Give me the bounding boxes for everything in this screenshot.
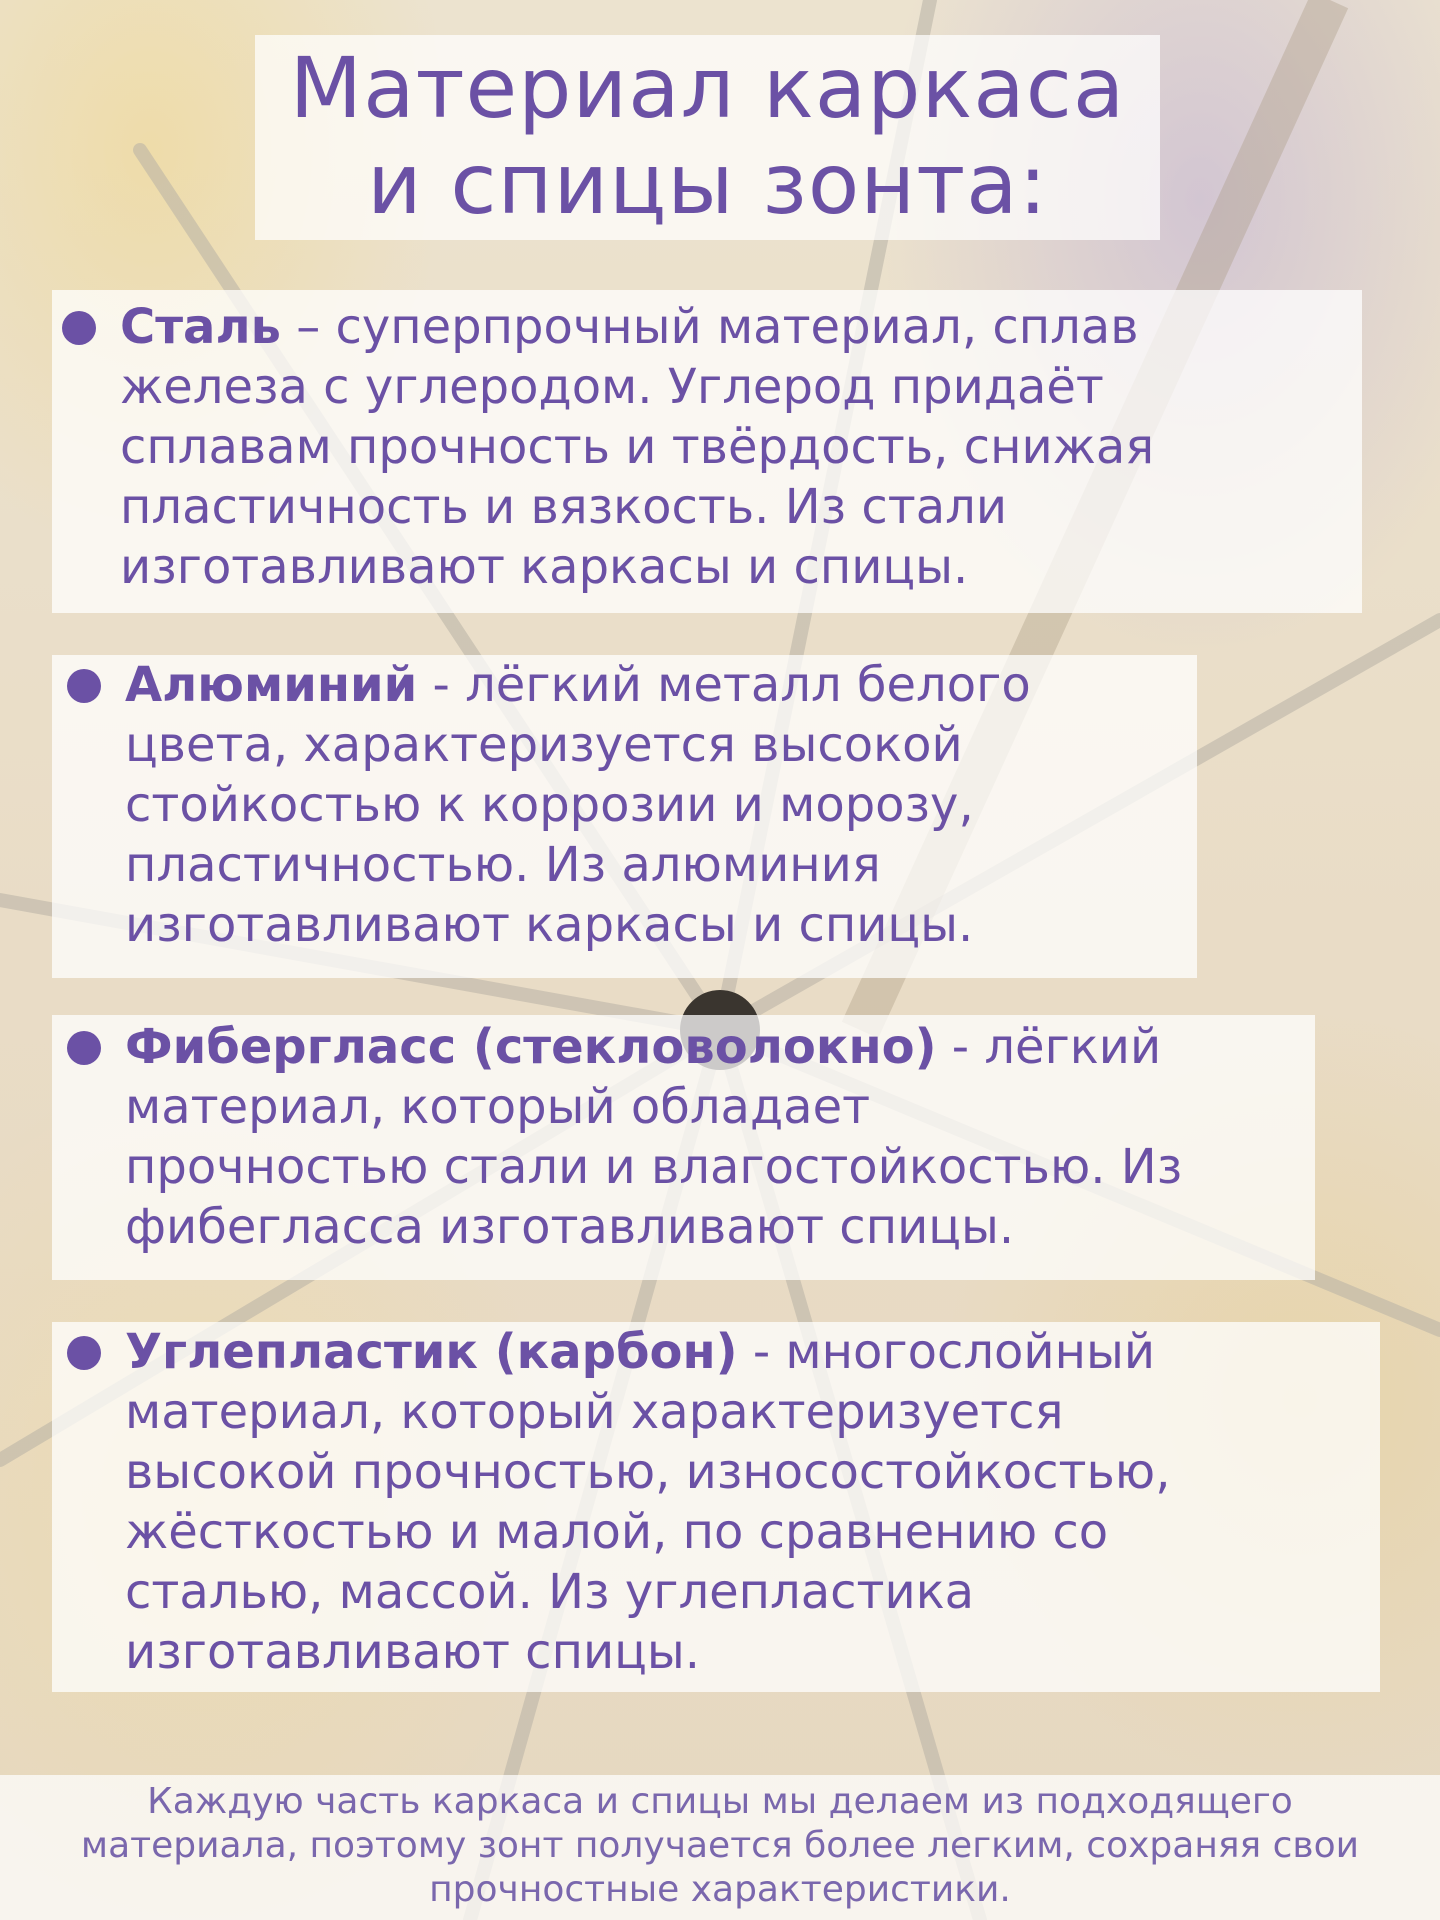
fiberglass-item	[125, 1017, 1415, 1257]
material-name: Алюминий	[125, 657, 418, 713]
description-line: сталью, массой. Из углепластика	[125, 1564, 975, 1620]
description-line: изготавливают спицы.	[125, 1624, 700, 1680]
description-line: сплавам прочность и твёрдость, снижая	[120, 419, 1155, 475]
description-line: материал, который обладает	[125, 1079, 871, 1135]
footer-line-1: Каждую часть каркаса и спицы мы делаем из подходящего	[147, 1781, 1293, 1822]
material-name: Фибергласс (стекловолокно)	[125, 1019, 937, 1075]
description-line: многослойный	[785, 1324, 1156, 1380]
description-line: лёгкий металл белого	[465, 657, 1031, 713]
description-line: пластичностью. Из алюминия	[125, 837, 881, 893]
steel-item	[120, 297, 1380, 597]
description-line: фибегласса изготавливают спицы.	[125, 1199, 1015, 1255]
description-line: высокой прочностью, износостойкостью,	[125, 1444, 1171, 1500]
footer-line-3: прочностные характеристики.	[429, 1869, 1011, 1910]
description-line: железа с углеродом. Углерод придаёт	[120, 359, 1104, 415]
description-line: лёгкий	[984, 1019, 1162, 1075]
description-line: цвета, характеризуется высокой	[125, 717, 963, 773]
footer-note	[0, 1780, 1440, 1912]
bullet-icon	[67, 669, 101, 703]
description-line: изготавливают каркасы и спицы.	[125, 897, 974, 953]
separator: –	[280, 299, 336, 355]
aluminium-item	[125, 655, 1225, 955]
title-line-2: и спицы зонта:	[367, 135, 1048, 233]
description-line: жёсткостью и малой, по сравнению со	[125, 1504, 1109, 1560]
separator: -	[737, 1324, 786, 1380]
footer-line-2: материала, поэтому зонт получается более легким, сохраняя свои	[80, 1825, 1360, 1866]
title-line-1: Материал каркаса	[289, 39, 1126, 137]
description-line: стойкостью к коррозии и морозу,	[125, 777, 974, 833]
description-line: изготавливают каркасы и спицы.	[120, 539, 969, 595]
description-line: суперпрочный материал, сплав	[335, 299, 1139, 355]
carbon-item	[125, 1322, 1425, 1682]
material-name: Углепластик (карбон)	[125, 1324, 738, 1380]
bullet-icon	[67, 1336, 101, 1370]
material-name: Сталь	[120, 299, 281, 355]
page-title	[255, 40, 1160, 232]
bullet-icon	[67, 1031, 101, 1065]
description-line: прочностью стали и влагостойкостью. Из	[125, 1139, 1183, 1195]
separator: -	[936, 1019, 985, 1075]
description-line: пластичность и вязкость. Из стали	[120, 479, 1008, 535]
separator: -	[417, 657, 466, 713]
description-line: материал, который характеризуется	[125, 1384, 1064, 1440]
bullet-icon	[62, 311, 96, 345]
